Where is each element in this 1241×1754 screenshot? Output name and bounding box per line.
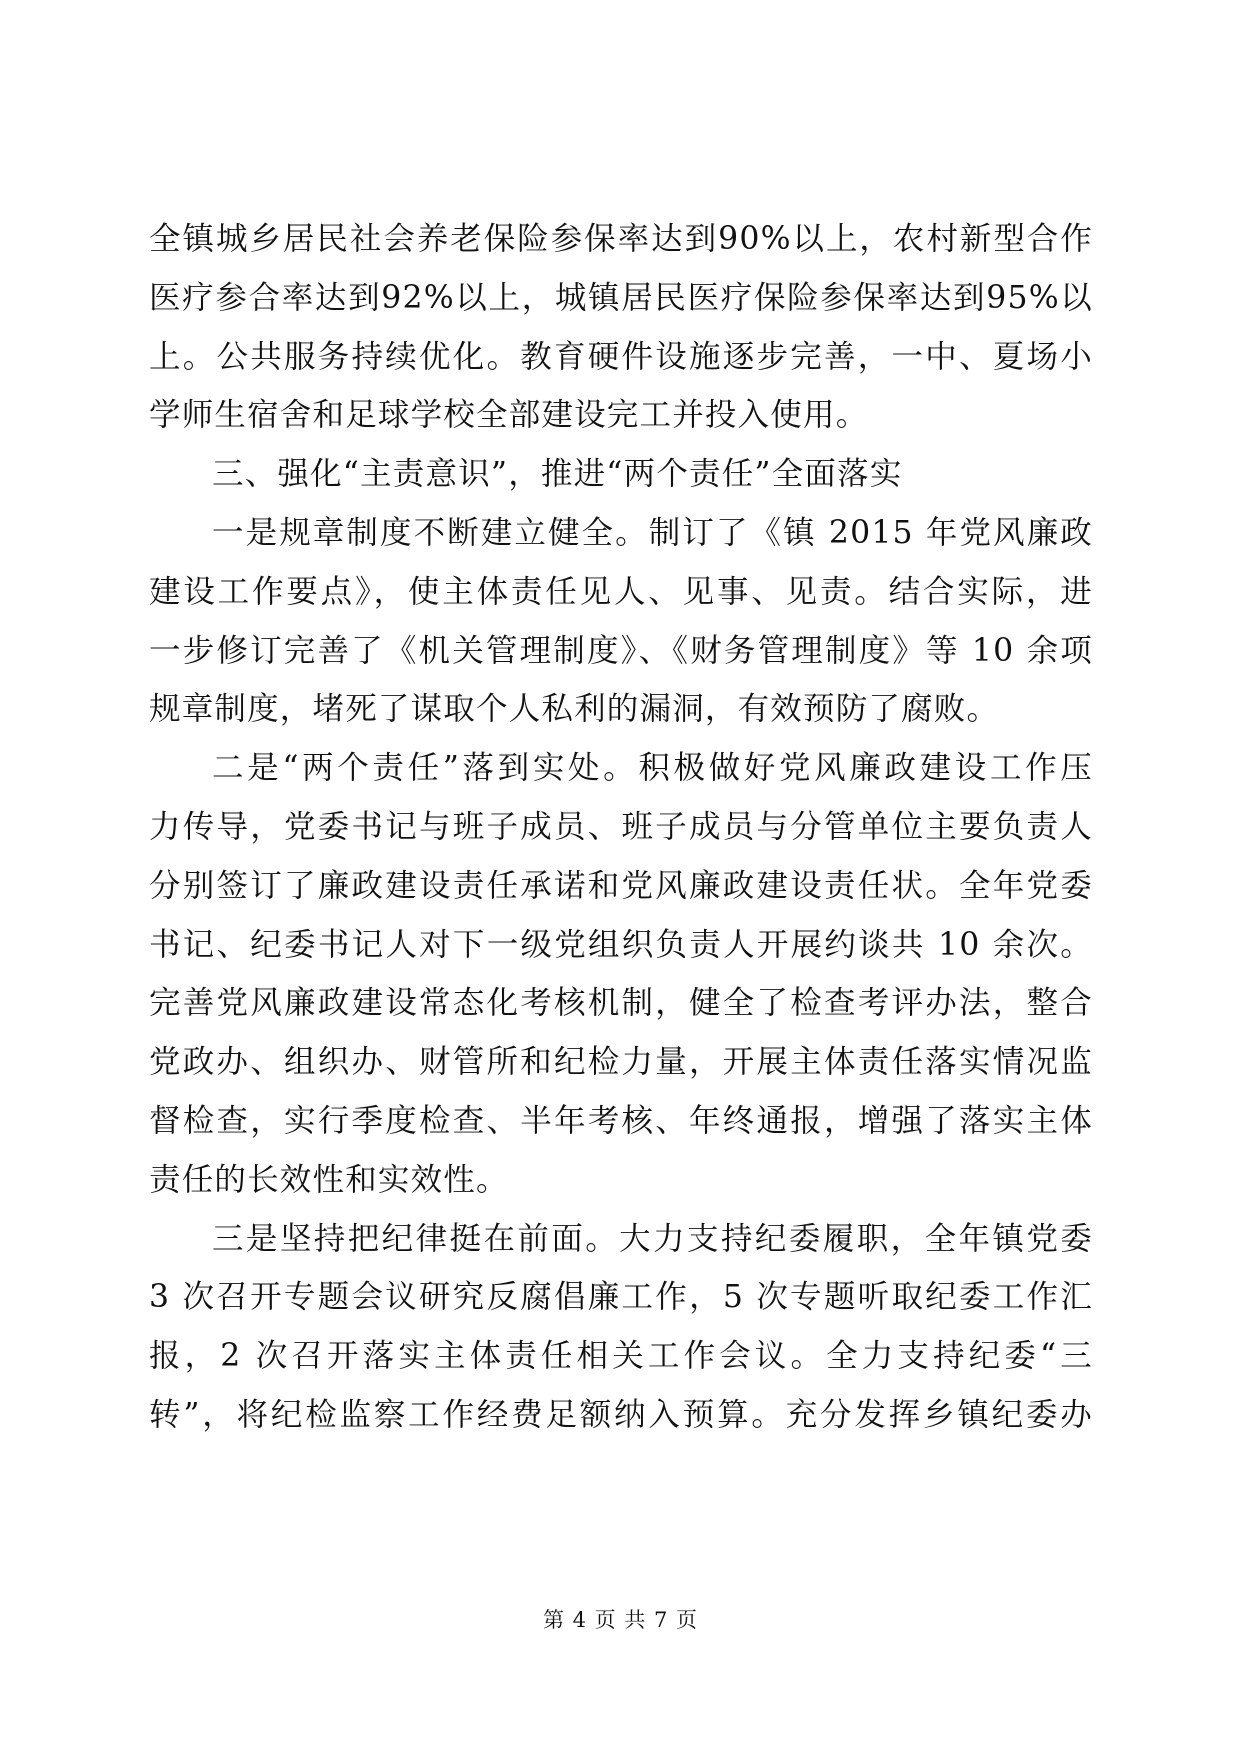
text-line: 转”，将纪检监察工作经费足额纳入预算。充分发挥乡镇纪委办 — [149, 1396, 1093, 1433]
text-line: 3 次召开专题会议研究反腐倡廉工作，5 次专题听取纪委工作汇 — [149, 1279, 1093, 1316]
text-line: 督检查，实行季度检查、半年考核、年终通报，增强了落实主体 — [149, 1102, 1093, 1139]
text-line: 一是规章制度不断建立健全。制订了《镇 2015 年党风廉政 — [212, 514, 1093, 551]
text-line: 责任的长效性和实效性。 — [149, 1161, 509, 1198]
text-line: 上。公共服务持续优化。教育硬件设施逐步完善，一中、夏场小 — [149, 338, 1093, 375]
text-line: 一步修订完善了《机关管理制度》、《财务管理制度》等 10 余项 — [149, 632, 1093, 669]
text-line: 力传导，党委书记与班子成员、班子成员与分管单位主要负责人 — [149, 808, 1093, 845]
text-line: 全镇城乡居民社会养老保险参保率达到90%以上，农村新型合作 — [149, 221, 1093, 257]
text-line: 建设工作要点》，使主体责任见人、见事、见责。结合实际，进 — [149, 573, 1093, 610]
text-line: 三是坚持把纪律挺在前面。大力支持纪委履职，全年镇党委 — [212, 1220, 1093, 1257]
document-body — [149, 210, 1093, 1445]
text-line: 医疗参合率达到92%以上，城镇居民医疗保险参保率达到95%以 — [149, 279, 1093, 316]
text-line: 党政办、组织办、财管所和纪检力量，开展主体责任落实情况监 — [149, 1044, 1093, 1081]
text-line: 二是“两个责任”落到实处。积极做好党风廉政建设工作压 — [212, 750, 1093, 787]
text-line: 学师生宿舍和足球学校全部建设完工并投入使用。 — [149, 397, 869, 434]
text-line: 三、强化“主责意识”，推进“两个责任”全面落实 — [212, 456, 903, 493]
text-line: 分别签订了廉政建设责任承诺和党风廉政建设责任状。全年党委 — [149, 867, 1093, 904]
text-line: 报，2 次召开落实主体责任相关工作会议。全力支持纪委“三 — [149, 1338, 1093, 1375]
page-footer: 第 4 页 共 7 页 — [542, 1608, 699, 1632]
text-line: 书记、纪委书记人对下一级党组织负责人开展约谈共 10 余次。 — [149, 926, 1093, 963]
text-line: 完善党风廉政建设常态化考核机制，健全了检查考评办法，整合 — [149, 985, 1093, 1022]
text-line: 规章制度，堵死了谋取个人私利的漏洞，有效预防了腐败。 — [149, 691, 1000, 728]
